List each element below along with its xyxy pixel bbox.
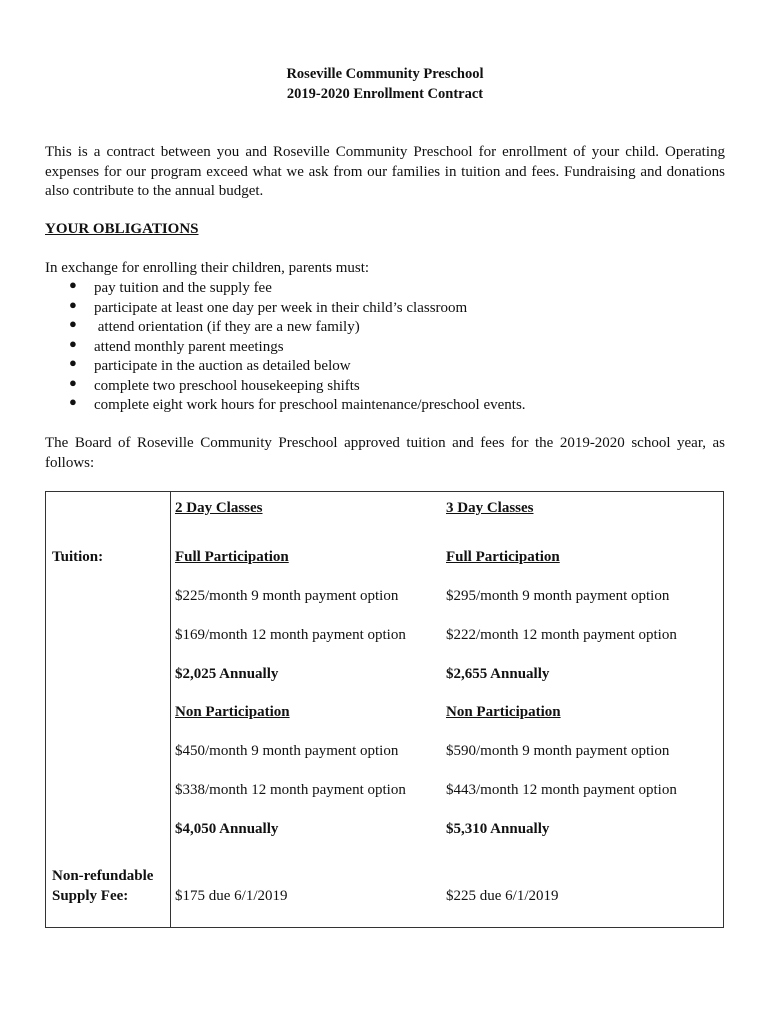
supply-fee-label-line1: Non-refundable bbox=[52, 868, 154, 884]
bullet-icon: ● bbox=[69, 335, 77, 351]
three-day-supply-fee: $225 due 6/1/2019 bbox=[446, 888, 559, 904]
two-day-full-header: Full Participation bbox=[175, 549, 289, 565]
fees-intro-paragraph: The Board of Roseville Community Preschool approved tuition and fees for the 2019-2020 school year, as follows: bbox=[45, 435, 725, 471]
tuition-label: Tuition: bbox=[52, 549, 104, 565]
bullet-icon: ● bbox=[69, 374, 77, 390]
list-item-text: participate in the auction as detailed below bbox=[94, 358, 351, 374]
two-day-full-9: $225/month 9 month payment option bbox=[175, 588, 399, 604]
two-day-non-header: Non Participation bbox=[175, 704, 290, 720]
list-item-text: complete two preschool housekeeping shifts bbox=[94, 377, 360, 394]
list-item-text: attend monthly parent meetings bbox=[94, 338, 284, 355]
two-day-full-annual: $2,025 Annually bbox=[175, 666, 279, 682]
list-item bbox=[66, 279, 526, 299]
three-day-full-9: $295/month 9 month payment option bbox=[446, 588, 670, 604]
document-title: Roseville Community Preschool bbox=[286, 66, 484, 82]
two-day-full-12: $169/month 12 month payment option bbox=[175, 627, 406, 643]
list-item-text: attend orientation (if they are a new family) bbox=[94, 319, 360, 335]
three-day-non-12: $443/month 12 month payment option bbox=[446, 782, 677, 798]
two-day-non-9: $450/month 9 month payment option bbox=[175, 743, 399, 759]
three-day-non-annual: $5,310 Annually bbox=[446, 821, 550, 837]
three-day-non-header: Non Participation bbox=[446, 704, 561, 720]
tuition-table bbox=[45, 491, 724, 928]
obligations-list bbox=[66, 279, 526, 416]
three-day-non-9: $590/month 9 month payment option bbox=[446, 743, 670, 759]
list-item bbox=[66, 357, 526, 377]
obligations-heading: YOUR OBLIGATIONS bbox=[45, 221, 199, 237]
bullet-icon: ● bbox=[69, 316, 77, 331]
two-day-header: 2 Day Classes bbox=[175, 500, 263, 516]
list-item-text: pay tuition and the supply fee bbox=[94, 280, 272, 296]
bullet-icon: ● bbox=[69, 355, 77, 370]
list-item bbox=[66, 318, 526, 338]
document-subtitle: 2019-2020 Enrollment Contract bbox=[286, 86, 484, 102]
supply-fee-label-line2: Supply Fee: bbox=[52, 888, 129, 904]
bullet-icon: ● bbox=[69, 277, 77, 292]
list-item bbox=[66, 396, 526, 416]
two-day-non-annual: $4,050 Annually bbox=[175, 821, 279, 837]
list-item bbox=[66, 296, 526, 319]
three-day-full-annual: $2,655 Annually bbox=[446, 666, 550, 682]
list-item-text: complete eight work hours for preschool maintenance/preschool events. bbox=[94, 397, 526, 413]
list-item bbox=[66, 374, 526, 397]
bullet-icon: ● bbox=[69, 394, 77, 409]
three-day-full-header: Full Participation bbox=[446, 549, 560, 565]
two-day-non-12: $338/month 12 month payment option bbox=[175, 782, 406, 798]
three-day-full-12: $222/month 12 month payment option bbox=[446, 627, 677, 643]
obligations-lead: In exchange for enrolling their children, parents must: bbox=[45, 260, 370, 276]
three-day-header: 3 Day Classes bbox=[446, 500, 534, 516]
list-item bbox=[66, 335, 526, 358]
table-divider bbox=[170, 492, 171, 927]
bullet-icon: ● bbox=[69, 296, 77, 312]
two-day-supply-fee: $175 due 6/1/2019 bbox=[175, 888, 288, 904]
list-item-text: participate at least one day per week in their child’s classroom bbox=[94, 299, 468, 316]
intro-paragraph: This is a contract between you and Roseville Community Preschool for enrollment of your child. Operating expenses for our program exceed what we ask from our families in tuition and fees. Fundraising and donations also contribute to the annual budget. bbox=[45, 144, 725, 199]
